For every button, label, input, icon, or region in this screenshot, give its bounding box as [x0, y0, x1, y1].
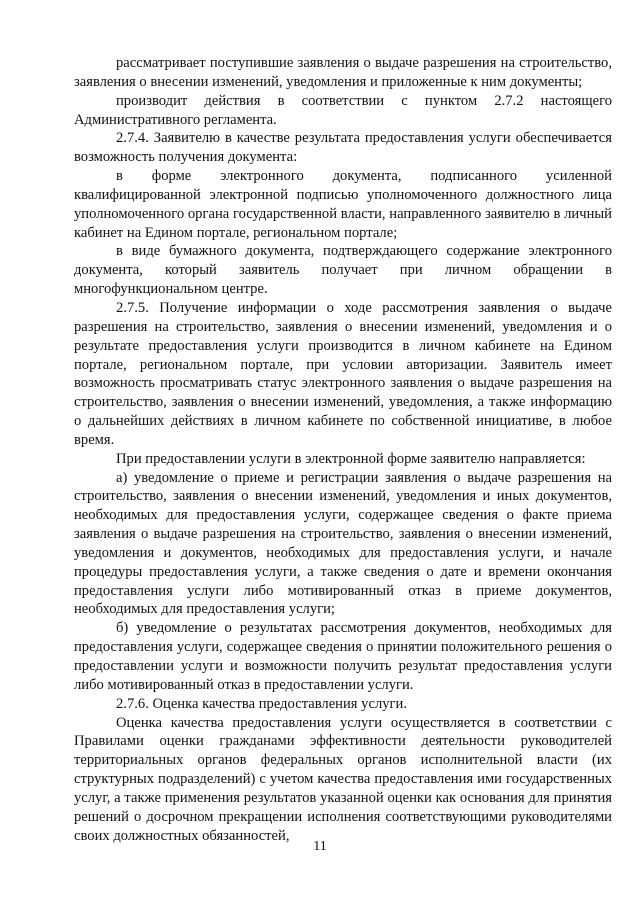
paragraph-electronic-form-intro: При предоставлении услуги в электронной форме заявителю направляется:	[116, 450, 586, 467]
document-body	[74, 54, 612, 845]
paragraph-performs-actions: производит действия в соответствии с пунктом 2.7.2 настоящего Административного регламента.	[74, 92, 612, 128]
paragraph-2-7-6-heading: 2.7.6. Оценка качества предоставления услуги.	[116, 695, 407, 712]
paragraph-paper-document: в виде бумажного документа, подтверждающего содержание электронного документа, который заявитель получает при личном обращении в многофункциональном центре.	[74, 243, 612, 298]
page-number: 11	[313, 839, 327, 854]
paragraph-electronic-document: в форме электронного документа, подписанного усиленной квалифицированной электронной подписью уполномоченного должностного лица уполномоченного органа государственной власти, направленного заявителю в личный кабинет на Едином портале, региональном портале;	[74, 168, 612, 241]
paragraph-2-7-5: 2.7.5. Получение информации о ходе рассмотрения заявления о выдаче разрешения на строительство, заявления о внесении изменений, уведомления и о результате предоставления услуги производится в личном кабинете на Едином портале, региональном портале, при условии авторизации. Заявитель имеет возможность просматривать статус электронного заявления о выдаче разрешения на строительство, заявления о внесении изменений, уведомления, а также информацию о дальнейших действиях в личном кабинете по собственной инициативе, в любое время.	[74, 299, 612, 448]
paragraph-2-7-4: 2.7.4. Заявителю в качестве результата предоставления услуги обеспечивается возможность получения документа:	[74, 130, 612, 166]
paragraph-item-b: б) уведомление о результатах рассмотрения документов, необходимых для предоставления услуги, содержащее сведения о принятии положительного решения о предоставлении услуги и возможности получить результат предоставления услуги либо мотивированный отказ в предоставлении услуги.	[74, 620, 612, 693]
paragraph-considers-applications: рассматривает поступившие заявления о выдаче разрешения на строительство, заявления о внесении изменений, уведомления и приложенные к ним документы;	[74, 55, 612, 90]
paragraph-item-a: а) уведомление о приеме и регистрации заявления о выдаче разрешения на строительство, заявления о внесении изменений, уведомления и иных документов, необходимых для предоставления услуги, содержащее сведения о факте приема заявления о выдаче разрешения на строительство, заявления о внесении изменений, уведомления и документов, необходимых для предоставления услуги, и начале процедуры предоставления услуги, а также сведения о дате и времени окончания предоставления услуги либо мотивированный отказ в приеме документов, необходимых для предоставления услуги;	[74, 469, 612, 618]
paragraph-quality-assessment: Оценка качества предоставления услуги осуществляется в соответствии с Правилами оценки гражданами эффективности деятельности руководителей территориальных органов федеральных органов исполнительной власти (их структурных подразделений) с учетом качества предоставления ими государственных услуг, а также применения результатов указанной оценки как основания для принятия решений о досрочном прекращении исполнения соответствующими руководителями своих должностных обязанностей,	[74, 714, 612, 844]
